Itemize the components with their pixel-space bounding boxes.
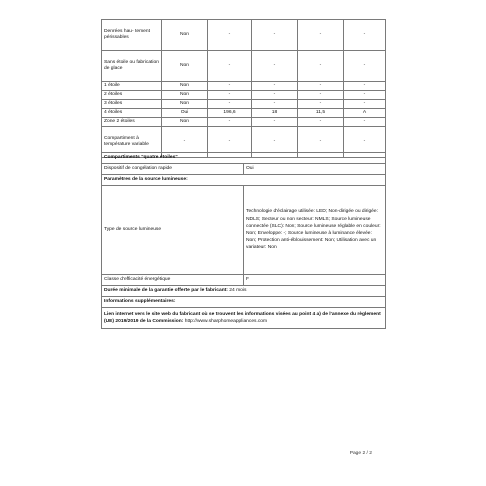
- compartment-value: -: [344, 100, 386, 109]
- compartment-value: -: [252, 127, 298, 158]
- light-section-title: Paramètres de la source lumineuse:: [102, 175, 386, 186]
- compartment-value: -: [298, 82, 344, 91]
- compartment-row: [102, 100, 386, 109]
- compartment-label: Denrées hau- tement périssables: [102, 20, 162, 51]
- compartment-value: -: [162, 127, 208, 158]
- compartment-label: Sans étoile ou fabrication de glace: [102, 51, 162, 82]
- compartment-value: Non: [162, 91, 208, 100]
- compartment-label: Compartiment à température variable: [102, 127, 162, 158]
- manufacturer-link[interactable]: http://www.sharphomeappliances.com: [184, 319, 268, 324]
- compartment-value: -: [252, 20, 298, 51]
- compartment-value: -: [344, 82, 386, 91]
- details-table: [101, 152, 386, 329]
- compartment-value: -: [298, 118, 344, 127]
- compartment-value: 11,5: [298, 109, 344, 118]
- compartment-row: [102, 20, 386, 51]
- light-type-label: Type de source lumineuse: [102, 186, 244, 275]
- compartment-value: -: [252, 51, 298, 82]
- quick-freeze-label: Dispositif de congélation rapide: [102, 164, 244, 175]
- compartment-label: 3 étoiles: [102, 100, 162, 109]
- compartment-value: Non: [162, 100, 208, 109]
- compartment-row: [102, 118, 386, 127]
- compartment-value: -: [252, 118, 298, 127]
- quick-freeze-value: Oui: [244, 164, 386, 175]
- compartment-value: -: [344, 118, 386, 127]
- compartment-value: Non: [162, 20, 208, 51]
- compartment-value: -: [252, 82, 298, 91]
- compartment-value: -: [298, 20, 344, 51]
- compartment-value: -: [208, 118, 252, 127]
- compartment-label: Zone 2 étoiles: [102, 118, 162, 127]
- energy-class-value: F: [244, 275, 386, 286]
- compartment-value: 18: [252, 109, 298, 118]
- compartment-label: 4 étoiles: [102, 109, 162, 118]
- light-type-value: Technologie d'éclairage utilisée: LED; Non-dirigée ou dirigée: NDLS; Secteur ou non secteur: NMLS; Source lumineuse connectée (SLC): Non; Source lumineuse réglable en couleur: Non; Enveloppe: -; Source lumineuse à luminance élevée: Non; Protection anti-éblouissement: Non; Utilisation avec un variateur: Non: [244, 186, 386, 275]
- compartment-value: Non: [162, 51, 208, 82]
- extra-info-title: Informations supplémentaires:: [102, 297, 386, 308]
- compartment-value: -: [208, 82, 252, 91]
- warranty-label: Durée minimale de la garantie offerte par le fabricant:: [104, 288, 228, 294]
- compartment-value: A: [344, 109, 386, 118]
- compartment-value: Oui: [162, 109, 208, 118]
- compartment-row: [102, 109, 386, 118]
- compartment-value: 196,6: [208, 109, 252, 118]
- link-row: [102, 308, 386, 329]
- compartment-value: -: [344, 20, 386, 51]
- compartment-row: [102, 82, 386, 91]
- compartment-value: -: [208, 91, 252, 100]
- compartment-label: 1 étoile: [102, 82, 162, 91]
- compartment-value: -: [208, 51, 252, 82]
- compartment-value: -: [298, 100, 344, 109]
- compartments-table: [101, 19, 386, 158]
- compartment-value: -: [344, 91, 386, 100]
- link-description: Lien internet vers le site web du fabricant où se trouvent les informations visées au point 4 a) de l'annexe du règlement (UE) 2019/2019 de la Commission:: [104, 311, 381, 324]
- compartment-row: [102, 91, 386, 100]
- page-number: Page 2 / 2: [349, 451, 372, 456]
- compartment-value: -: [298, 127, 344, 158]
- compartment-value: -: [208, 127, 252, 158]
- compartment-label: 2 étoiles: [102, 91, 162, 100]
- section-four-star: Compartiments "quatre étoiles": [102, 153, 386, 164]
- compartment-value: Non: [162, 118, 208, 127]
- compartment-value: -: [298, 91, 344, 100]
- compartment-value: -: [252, 91, 298, 100]
- compartment-row: [102, 51, 386, 82]
- compartment-value: -: [344, 51, 386, 82]
- compartment-value: Non: [162, 82, 208, 91]
- compartment-value: -: [252, 100, 298, 109]
- compartment-value: -: [344, 127, 386, 158]
- warranty-row: [102, 286, 386, 297]
- warranty-value: 24 mois: [229, 288, 247, 294]
- compartment-value: -: [298, 51, 344, 82]
- compartment-value: -: [208, 20, 252, 51]
- energy-class-label: Classe d'efficacité énergétique: [102, 275, 244, 286]
- compartment-value: -: [208, 100, 252, 109]
